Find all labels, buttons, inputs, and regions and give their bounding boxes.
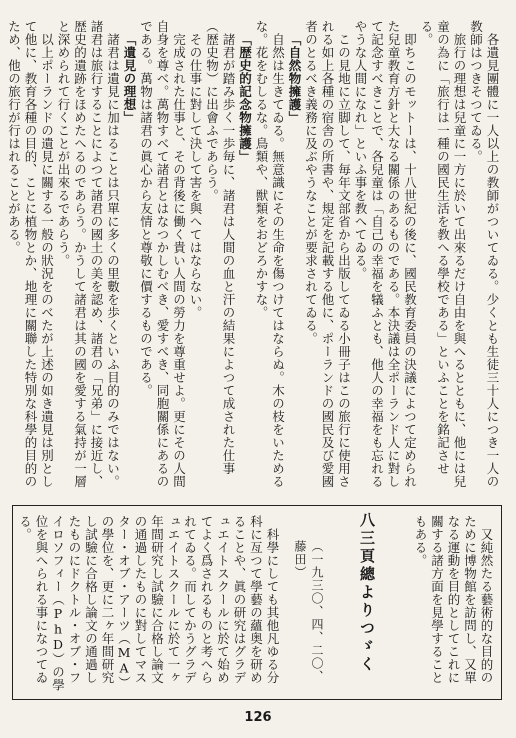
paragraph: この見地に立脚して、毎年文部省から出版してゐる小冊子はこの旅行に使用される如上各種の宿舎の所書や、規定を記載する他に、ポーランドの國民及び愛國者のとるべき義務に及ぶやうなことが要求されてゐる。	[303, 20, 352, 488]
paragraph: 以上ポーランドの遺見に關する一般の狀況をのべたが上述の如き遺見は別として他に、教育各種の目的、ことに植物とか、地理に關聯した特別な科學的目的のため、他の旅行が行はれることがある。	[6, 20, 55, 488]
section-heading: 「歴史的記念物擁護」	[237, 32, 253, 163]
paragraph: 各遺見團體に一人以上の教師がついてゐる。少くとも生徒三十人につき一人の教師はつきそつてゐる。	[468, 20, 500, 488]
paragraph: その仕事に對して決して害を與へてはならない。	[188, 32, 203, 319]
paragraph: 完成された仕事と、その背後に働く貴い人間の勞力を尊重せよ。更にその人間自身を尊べ。萬物すべて諸君とはなつかしむべき、愛すべき、同胞關係にあるのである。萬物は諸君の眞心から友情と尊敬に價するものである。	[138, 20, 187, 488]
paragraph: 旅行の理想は兒童に一方に於いて出來るだけ自由を與へるとともに、他には兒童の為に「旅行は一種の國民生活を教へる學校である」といふことを銘記させる。	[419, 20, 467, 488]
article-upper-text	[6, 20, 500, 498]
section-heading: 「自然物擁護」	[287, 32, 302, 124]
paragraph: 諸君は遺見に加はることは只單に多くの里數を歩くといふ目的のみではない。諸君は旅行することによつて諸君の國土の美を認め、諸君の「兄弟」に接近し、歴史的遺跡をほめたへるのであらう。かうして諸君は其の國を愛する氣持が一層と深められて行くことが出來るであらう。	[56, 20, 121, 488]
article-date: （一九三〇、四、二〇、藤田）	[293, 540, 324, 683]
paragraph: 自然は生きてゐる。無意識にその生命を傷つけてはならぬ。木の枝をいためるな。花をむしるな。鳥類や、獣類をおどろかすな。	[254, 20, 286, 488]
section-heading: 「遺見の理想」	[122, 32, 137, 124]
article-lower-right-text	[404, 515, 494, 693]
paragraph: 即ちこのモットーは、十八世紀の後に、國民教育委員の決議によつて定められた兒童教育方針と大なる關係のあるものである。本決議は全ポーランド人に對して記念すべきことで、各兒童は「自己の幸福を犠ふとも、他人の幸福をも忘れるやうな人間になれ」といふ事を教へてゐる。	[353, 20, 418, 488]
continuation-text	[17, 515, 280, 693]
paragraph: 又純然たる藝術的な目的のために博物館を訪問し、又單なる運動を目的としてこれに關する諸方面を見學することもある。	[413, 515, 494, 684]
paragraph: 諸君が踏み歩く一歩毎に、諸君は人間の血と汗の結果によつて成された仕事（歴史物）に出會ふであらう。	[204, 20, 236, 475]
page-number: 126	[244, 710, 272, 725]
paragraph: 科學にしても其他凡ゆる分科に亙つて學藝の蘊奥を研めることや、眞の研究はグラデュエイトスクールに於て始めてよく爲されるものと考へられてゐる。而してかうグラデュエイトスクールに於て一ヶ年間研究し試驗に合格し論文の通過したものに對してマスター・オブ・アーツ（MA）の學位を、更に二ヶ年間研究し試驗に合格し論文の通過したものにドクトル・オブ・フイロソフィー（PhD）の學位を與へられる事になつてゐる。	[17, 515, 280, 692]
continuation-caption: 八三頁總よりつゞく	[358, 512, 376, 674]
